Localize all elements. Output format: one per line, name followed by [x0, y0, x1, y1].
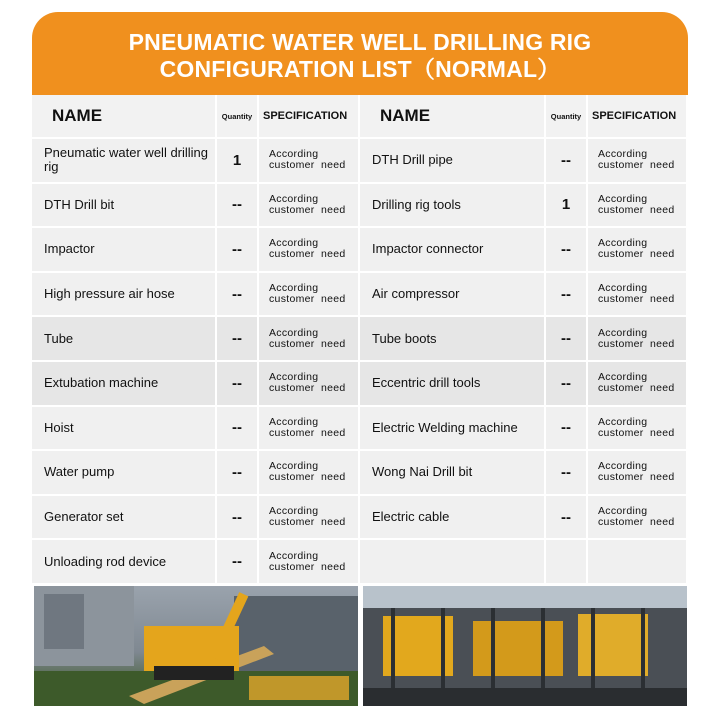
spec-line-2: customer need [598, 293, 675, 306]
item-specification-left [259, 139, 360, 184]
spec-line-2: customer need [598, 203, 675, 216]
item-name-left: Water pump [32, 451, 217, 496]
item-name-right: Impactor connector [360, 228, 546, 273]
header-quantity-right: Quantity [546, 95, 588, 139]
rig-container-loading-photo [363, 586, 687, 706]
title-line-2: CONFIGURATION LIST（NORMAL） [159, 56, 561, 82]
empty-cell [546, 540, 588, 585]
spec-line-2: customer need [598, 516, 675, 529]
item-quantity-right: -- [546, 273, 588, 318]
item-specification-left [259, 407, 360, 452]
spec-line-2: customer need [598, 159, 675, 172]
item-quantity-left: -- [217, 407, 259, 452]
item-name-left: Hoist [32, 407, 217, 452]
item-specification-left [259, 362, 360, 407]
item-name-right: Eccentric drill tools [360, 362, 546, 407]
item-name-right: Drilling rig tools [360, 184, 546, 229]
spec-line-1: According [269, 505, 319, 518]
item-quantity-right: -- [546, 451, 588, 496]
header-specification-right: SPECIFICATION [588, 95, 688, 139]
item-name-right: Tube boots [360, 317, 546, 362]
spec-line-2: customer need [598, 382, 675, 395]
spec-line-1: According [269, 415, 319, 428]
spec-line-2: customer need [269, 560, 346, 573]
item-name-right: DTH Drill pipe [360, 139, 546, 184]
spec-line-2: customer need [269, 471, 346, 484]
item-specification-left [259, 540, 360, 585]
spec-line-1: According [598, 148, 648, 161]
spec-line-1: According [269, 371, 319, 384]
item-quantity-left: 1 [217, 139, 259, 184]
item-name-left: Pneumatic water well drilling rig [32, 139, 217, 184]
item-quantity-left: -- [217, 362, 259, 407]
header-quantity-left: Quantity [217, 95, 259, 139]
spec-line-2: customer need [269, 382, 346, 395]
item-specification-left [259, 184, 360, 229]
item-quantity-right: -- [546, 496, 588, 541]
item-quantity-left: -- [217, 273, 259, 318]
item-quantity-right: 1 [546, 184, 588, 229]
item-specification-left [259, 496, 360, 541]
item-specification-right [588, 228, 688, 273]
spec-line-2: customer need [598, 471, 675, 484]
spec-line-1: According [598, 415, 648, 428]
spec-line-1: According [269, 148, 319, 161]
drilling-rig-photo [34, 586, 358, 706]
item-specification-left [259, 228, 360, 273]
spec-line-1: According [598, 192, 648, 205]
spec-line-2: customer need [269, 159, 346, 172]
item-quantity-left: -- [217, 540, 259, 585]
item-specification-right [588, 407, 688, 452]
item-specification-right [588, 317, 688, 362]
item-specification-right [588, 184, 688, 229]
spec-line-2: customer need [269, 248, 346, 261]
empty-cell [588, 540, 688, 585]
item-name-right: Wong Nai Drill bit [360, 451, 546, 496]
item-specification-left [259, 273, 360, 318]
spec-line-1: According [269, 192, 319, 205]
item-quantity-right: -- [546, 139, 588, 184]
spec-line-1: According [269, 282, 319, 295]
item-specification-right [588, 273, 688, 318]
item-name-left: Unloading rod device [32, 540, 217, 585]
item-quantity-left: -- [217, 317, 259, 362]
item-quantity-left: -- [217, 184, 259, 229]
item-quantity-left: -- [217, 451, 259, 496]
item-specification-right [588, 496, 688, 541]
configuration-table [32, 95, 688, 585]
spec-line-2: customer need [269, 516, 346, 529]
spec-line-1: According [598, 282, 648, 295]
item-name-left: Impactor [32, 228, 217, 273]
item-specification-left [259, 317, 360, 362]
header-specification-left: SPECIFICATION [259, 95, 360, 139]
spec-line-2: customer need [269, 293, 346, 306]
item-name-left: Generator set [32, 496, 217, 541]
item-name-right: Electric Welding machine [360, 407, 546, 452]
spec-line-1: According [598, 460, 648, 473]
item-name-right: Electric cable [360, 496, 546, 541]
item-specification-right [588, 451, 688, 496]
header-name-right: NAME [360, 95, 546, 139]
item-name-right: Air compressor [360, 273, 546, 318]
item-name-left: Extubation machine [32, 362, 217, 407]
title-banner [32, 12, 688, 95]
item-specification-left [259, 451, 360, 496]
spec-line-1: According [598, 371, 648, 384]
item-specification-right [588, 362, 688, 407]
item-quantity-left: -- [217, 228, 259, 273]
spec-line-1: According [269, 326, 319, 339]
empty-cell [360, 540, 546, 585]
item-name-left: Tube [32, 317, 217, 362]
spec-line-1: According [269, 549, 319, 562]
item-name-left: High pressure air hose [32, 273, 217, 318]
item-name-left: DTH Drill bit [32, 184, 217, 229]
item-quantity-left: -- [217, 496, 259, 541]
item-quantity-right: -- [546, 362, 588, 407]
spec-line-2: customer need [598, 337, 675, 350]
spec-line-1: According [598, 237, 648, 250]
spec-line-2: customer need [269, 203, 346, 216]
item-quantity-right: -- [546, 407, 588, 452]
title-line-1: PNEUMATIC WATER WELL DRILLING RIG [128, 29, 592, 55]
item-specification-right [588, 139, 688, 184]
spec-line-1: According [598, 326, 648, 339]
spec-line-2: customer need [269, 426, 346, 439]
item-quantity-right: -- [546, 228, 588, 273]
spec-line-2: customer need [598, 426, 675, 439]
header-name-left: NAME [32, 95, 217, 139]
spec-line-1: According [598, 505, 648, 518]
spec-line-2: customer need [269, 337, 346, 350]
spec-line-1: According [269, 237, 319, 250]
spec-line-2: customer need [598, 248, 675, 261]
item-quantity-right: -- [546, 317, 588, 362]
spec-line-1: According [269, 460, 319, 473]
